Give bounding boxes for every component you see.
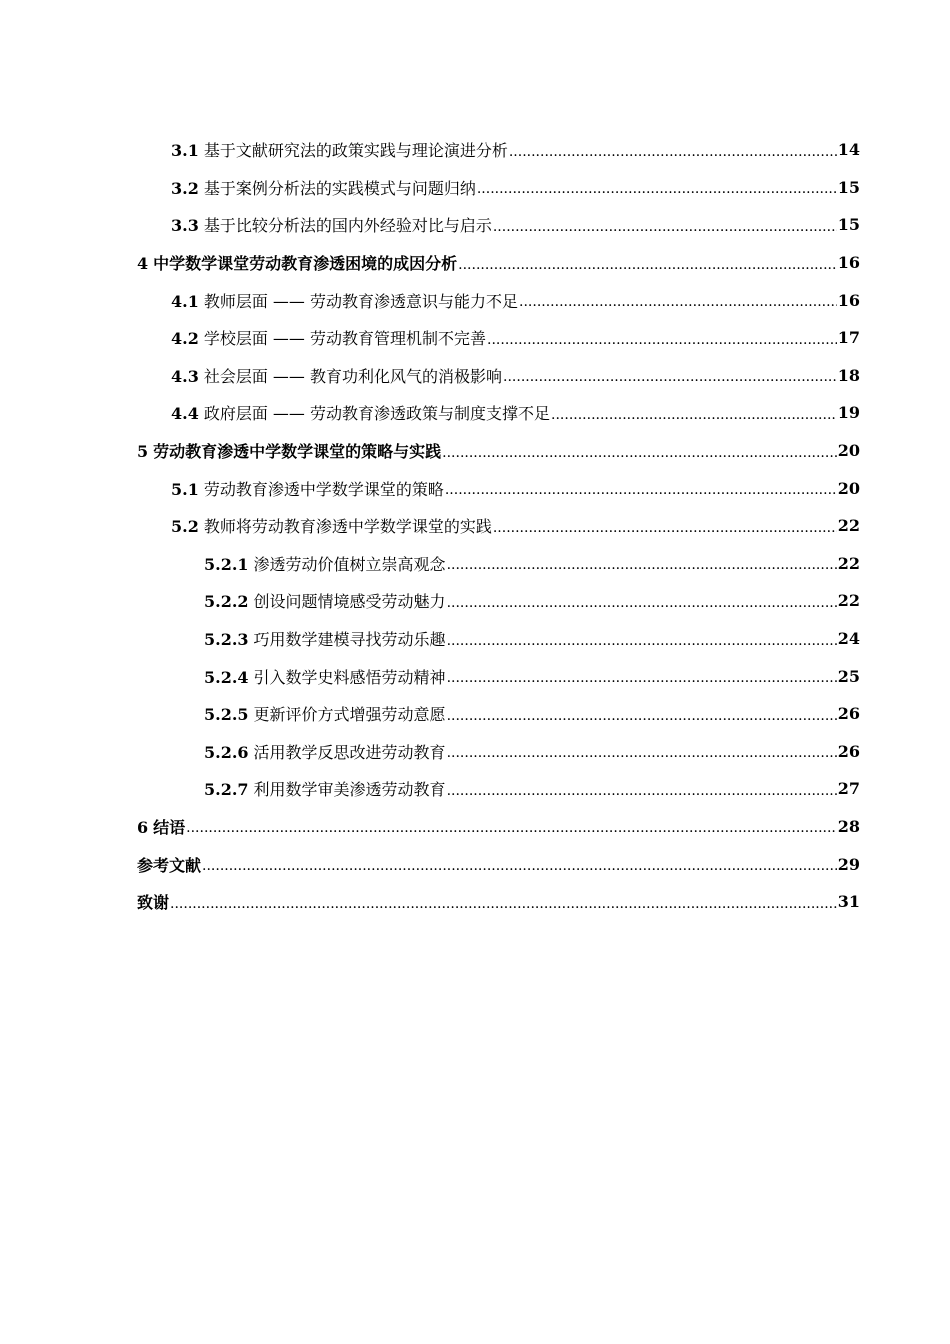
toc-entry-number: 3.3 xyxy=(171,216,199,236)
toc-entry-title xyxy=(204,589,446,612)
toc-entry-text: 教师层面 —— 劳动教育渗透意识与能力不足 xyxy=(203,291,519,311)
toc-entry-title xyxy=(171,401,550,424)
toc-entry-text: 基于案例分析法的实践模式与问题归纳 xyxy=(203,178,476,198)
toc-entry-5-2-3[interactable] xyxy=(0,620,860,658)
toc-entry-text: 中学数学课堂劳动教育渗透困境的成因分析 xyxy=(153,254,458,274)
toc-entry-text: 更新评价方式增强劳动意愿 xyxy=(253,705,446,725)
toc-leader-dots xyxy=(477,177,837,197)
toc-leader-dots xyxy=(458,253,837,273)
toc-entry-5-2[interactable] xyxy=(0,507,860,545)
toc-entry-text: 巧用数学建模寻找劳动乐趣 xyxy=(253,630,446,650)
toc-entry-text: 劳动教育渗透中学数学课堂的策略与实践 xyxy=(153,442,442,462)
toc-page-number: 27 xyxy=(837,779,860,799)
toc-entry-number: 5.1 xyxy=(171,479,199,499)
toc-page-number: 15 xyxy=(837,177,860,197)
toc-entry-number: 3.2 xyxy=(171,178,199,198)
toc-leader-dots xyxy=(447,629,837,649)
toc-entry-title xyxy=(137,439,441,462)
toc-entry-text: 社会层面 —— 教育功利化风气的消极影响 xyxy=(203,366,503,386)
toc-entry-3-3[interactable] xyxy=(0,206,860,244)
toc-entry-text: 劳动教育渗透中学数学课堂的策略 xyxy=(203,479,444,499)
toc-entry-text: 参考文献 xyxy=(137,855,202,875)
toc-entry-text: 基于文献研究法的政策实践与理论演进分析 xyxy=(203,141,508,161)
toc-leader-dots xyxy=(551,403,837,423)
toc-leader-dots xyxy=(493,215,837,235)
toc-entry-5-2-6[interactable] xyxy=(0,733,860,771)
toc-page-number: 18 xyxy=(837,365,860,385)
toc-entry-title xyxy=(137,890,169,913)
toc-page-number: 15 xyxy=(837,215,860,235)
toc-page-number: 14 xyxy=(837,140,860,160)
toc-entry-number: 4.2 xyxy=(171,329,199,349)
toc-entry-5[interactable] xyxy=(0,432,860,470)
toc-entry-5-2-5[interactable] xyxy=(0,695,860,733)
toc-entry-text: 基于比较分析法的国内外经验对比与启示 xyxy=(203,216,492,236)
toc-entry-text: 活用教学反思改进劳动教育 xyxy=(253,742,446,762)
toc-entry-number: 5.2 xyxy=(171,517,199,537)
toc-leader-dots xyxy=(170,892,837,912)
toc-page-number: 19 xyxy=(837,403,860,423)
toc-entry-text: 创设问题情境感受劳动魅力 xyxy=(253,592,446,612)
toc-leader-dots xyxy=(487,328,837,348)
toc-page-number: 31 xyxy=(837,892,860,912)
toc-entry-title xyxy=(204,702,446,725)
toc-entry-text: 教师将劳动教育渗透中学数学课堂的实践 xyxy=(203,517,492,537)
toc-entry-5-2-1[interactable] xyxy=(0,545,860,583)
toc-entry-4-4[interactable] xyxy=(0,394,860,432)
toc-entry-title xyxy=(137,815,185,838)
toc-leader-dots xyxy=(447,779,837,799)
toc-entry-title xyxy=(171,514,492,537)
toc-leader-dots xyxy=(447,666,837,686)
toc-entry-title xyxy=(137,251,457,274)
toc-page-number: 22 xyxy=(837,591,860,611)
toc-entry-5-2-4[interactable] xyxy=(0,657,860,695)
toc-entry-text: 渗透劳动价值树立崇高观念 xyxy=(253,554,446,574)
toc-entry-title xyxy=(204,627,446,650)
toc-entry-number: 4.4 xyxy=(171,404,199,424)
toc-entry-text: 利用数学审美渗透劳动教育 xyxy=(253,780,446,800)
toc-entry-4[interactable] xyxy=(0,244,860,282)
toc-entry-title xyxy=(137,853,201,876)
toc-leader-dots xyxy=(186,816,837,836)
toc-page-number: 25 xyxy=(837,666,860,686)
toc-entry-text: 结语 xyxy=(153,817,186,837)
toc-entry-number: 5.2.6 xyxy=(204,742,249,762)
toc-page-number: 20 xyxy=(837,441,860,461)
toc-page-number: 28 xyxy=(837,816,860,836)
toc-entry-acknowledgements[interactable] xyxy=(0,883,860,921)
toc-page-number: 26 xyxy=(837,741,860,761)
toc-entry-number: 4.3 xyxy=(171,366,199,386)
toc-entry-references[interactable] xyxy=(0,845,860,883)
toc-entry-title xyxy=(171,213,492,236)
toc-leader-dots xyxy=(202,854,837,874)
toc-entry-number: 5.2.4 xyxy=(204,667,249,687)
toc-leader-dots xyxy=(445,478,837,498)
toc-entry-text: 引入数学史料感悟劳动精神 xyxy=(253,667,446,687)
toc-entry-number: 5.2.7 xyxy=(204,780,249,800)
toc-entry-title xyxy=(171,138,508,161)
toc-entry-5-1[interactable] xyxy=(0,469,860,507)
toc-page-number: 17 xyxy=(837,328,860,348)
toc-leader-dots xyxy=(447,553,837,573)
toc-entry-4-3[interactable] xyxy=(0,357,860,395)
toc-leader-dots xyxy=(503,365,837,385)
toc-leader-dots xyxy=(519,290,837,310)
toc-entry-text: 政府层面 —— 劳动教育渗透政策与制度支撑不足 xyxy=(203,404,551,424)
toc-entry-number: 5.2.2 xyxy=(204,592,249,612)
toc-leader-dots xyxy=(509,140,837,160)
toc-entry-5-2-2[interactable] xyxy=(0,582,860,620)
toc-entry-title xyxy=(171,364,502,387)
toc-leader-dots xyxy=(493,516,837,536)
toc-entry-5-2-7[interactable] xyxy=(0,770,860,808)
toc-entry-number: 5.2.3 xyxy=(204,630,249,650)
toc-entry-title xyxy=(171,289,518,312)
toc-entry-title xyxy=(204,740,446,763)
toc-entry-4-1[interactable] xyxy=(0,281,860,319)
toc-entry-number: 5.2.5 xyxy=(204,705,249,725)
toc-entry-3-1[interactable] xyxy=(0,131,860,169)
toc-entry-number: 6 xyxy=(137,817,149,837)
toc-entry-number: 5 xyxy=(137,442,149,462)
toc-entry-number: 4 xyxy=(137,254,149,274)
toc-entry-title xyxy=(204,665,446,688)
toc-page-number: 22 xyxy=(837,516,860,536)
toc-entry-title xyxy=(204,552,446,575)
toc-page-number: 16 xyxy=(837,253,860,273)
toc-entry-text: 学校层面 —— 劳动教育管理机制不完善 xyxy=(203,329,487,349)
toc-entry-3-2[interactable] xyxy=(0,169,860,207)
toc-leader-dots xyxy=(447,704,837,724)
toc-page-number: 16 xyxy=(837,290,860,310)
toc-page-number: 29 xyxy=(837,854,860,874)
table-of-contents xyxy=(0,131,950,920)
toc-leader-dots xyxy=(447,591,837,611)
toc-entry-title xyxy=(171,326,486,349)
toc-entry-title xyxy=(171,477,444,500)
toc-entry-4-2[interactable] xyxy=(0,319,860,357)
toc-entry-number: 3.1 xyxy=(171,141,199,161)
toc-entry-title xyxy=(171,176,476,199)
toc-entry-number: 5.2.1 xyxy=(204,554,249,574)
toc-page-number: 22 xyxy=(837,553,860,573)
toc-entry-text: 致谢 xyxy=(137,893,170,913)
toc-page-number: 26 xyxy=(837,704,860,724)
toc-leader-dots xyxy=(442,441,837,461)
toc-page-number: 20 xyxy=(837,478,860,498)
toc-entry-number: 4.1 xyxy=(171,291,199,311)
toc-entry-title xyxy=(204,777,446,800)
toc-entry-6[interactable] xyxy=(0,808,860,846)
toc-page-number: 24 xyxy=(837,629,860,649)
toc-leader-dots xyxy=(447,741,837,761)
